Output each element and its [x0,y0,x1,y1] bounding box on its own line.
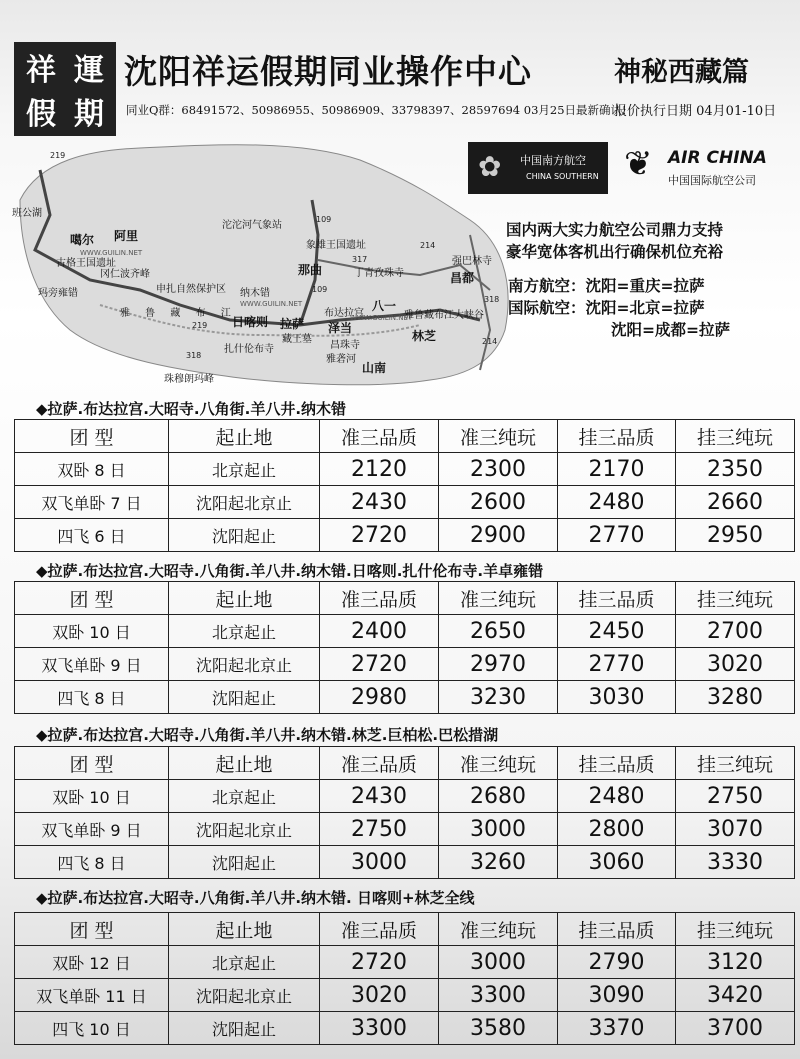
airline-slogan-1: 国内两大实力航空公司鼎力支持 [506,221,724,239]
road-number: 109 [312,285,328,294]
map-label: 冈仁波齐峰 [100,269,150,280]
map-label: 纳木错 [240,288,270,299]
table-row [15,1012,795,1045]
route-cell: 沈阳起北京止 [169,486,320,519]
map-watermark: WWW.GUILIN.NET [240,300,303,308]
route-cell: 北京起止 [169,615,320,648]
price-cell: 2400 [320,615,439,648]
price-cell: 2750 [676,780,795,813]
map-label: 布达拉宫 [324,308,364,319]
price-cell: 3120 [676,946,795,979]
price-cell: 3030 [558,681,676,714]
map-label: 拉萨 [280,317,305,331]
table-header-row [15,582,795,615]
table-row [15,519,795,552]
price-cell: 2300 [439,453,558,486]
table-row [15,681,795,714]
column-header: 准三纯玩 [439,913,558,946]
china-southern-cn: 中国南方航空 [520,154,586,167]
map-svg [0,140,520,392]
column-header: 准三品质 [320,582,439,615]
tour-type-cell: 双飞单卧 11 日 [15,979,169,1012]
price-cell: 3090 [558,979,676,1012]
price-cell: 2430 [320,780,439,813]
price-cell: 2700 [676,615,795,648]
map-label: 雅鲁藏布江大峡谷 [404,310,484,321]
column-header: 起止地 [169,420,320,453]
map-label: 珠穆朗玛峰 [164,374,214,385]
price-cell: 3370 [558,1012,676,1045]
logo-char: 假 [26,97,56,132]
price-cell: 3300 [320,1012,439,1045]
price-cell: 2800 [558,813,676,846]
logo-char: 運 [74,53,104,88]
map-label: 沱沱河气象站 [222,220,282,231]
price-cell: 3700 [676,1012,795,1045]
price-cell: 3260 [439,846,558,879]
price-cell: 2650 [439,615,558,648]
column-header: 挂三纯玩 [676,582,795,615]
price-cell: 3300 [439,979,558,1012]
tour-type-cell: 四飞 10 日 [15,1012,169,1045]
tour-type-cell: 双飞单卧 9 日 [15,648,169,681]
price-cell: 2480 [558,486,676,519]
route-air-china-1: 国际航空：沈阳=北京=拉萨 [508,299,705,317]
table-row [15,979,795,1012]
map-label: 藏王墓 [282,334,312,345]
road-number: 317 [352,255,368,264]
table-row [15,813,795,846]
map-label: 强巴林寺 [452,256,492,267]
column-header: 挂三品质 [558,420,676,453]
price-table [14,746,795,879]
map-label: 雅砻河 [326,354,356,365]
price-cell: 2430 [320,486,439,519]
price-cell: 2980 [320,681,439,714]
map-watermark: WWW.GUILIN.NET [350,314,413,322]
logo-char: 祥 [26,53,56,88]
route-cell: 沈阳起北京止 [169,648,320,681]
price-cell: 2600 [439,486,558,519]
air-china-logo [624,144,784,194]
column-header: 准三纯玩 [439,582,558,615]
tour-type-cell: 双卧 10 日 [15,615,169,648]
price-cell: 2770 [558,648,676,681]
river-label: 雅 鲁 藏 布 江 [120,308,237,319]
column-header: 挂三纯玩 [676,747,795,780]
section-title: ◆拉萨.布达拉宫.大昭寺.八角街.羊八井.纳木错.林芝.巨柏松.巴松措湖 [36,726,499,744]
price-cell: 3020 [320,979,439,1012]
price-table [14,419,795,552]
map-label: 古格王国遗址 [56,258,116,269]
price-cell: 3580 [439,1012,558,1045]
route-cell: 沈阳起北京止 [169,813,320,846]
tour-type-cell: 双卧 8 日 [15,453,169,486]
table-row [15,615,795,648]
tour-type-cell: 双卧 12 日 [15,946,169,979]
price-cell: 2950 [676,519,795,552]
price-cell: 2790 [558,946,676,979]
section-title: ◆拉萨.布达拉宫.大昭寺.八角街.羊八井.纳木错.日喀则.扎什伦布寺.羊卓雍错 [36,562,544,580]
price-date-line: 报价执行日期 04月01-10日 [614,104,777,119]
airline-slogan-2: 豪华宽体客机出行确保机位充裕 [506,243,724,261]
price-cell: 2350 [676,453,795,486]
map-label: 扎什伦布寺 [224,344,274,355]
price-cell: 2970 [439,648,558,681]
china-southern-en: CHINA SOUTHERN [526,172,599,181]
map-label: 玛旁雍错 [38,288,78,299]
route-cell: 沈阳起止 [169,681,320,714]
price-cell: 3020 [676,648,795,681]
price-cell: 3060 [558,846,676,879]
map-label: 泽当 [328,321,353,335]
column-header: 准三品质 [320,420,439,453]
table-row [15,486,795,519]
map-label: 那曲 [298,263,323,277]
column-header: 起止地 [169,747,320,780]
road-number: 318 [186,351,202,360]
route-cell: 北京起止 [169,780,320,813]
route-cell: 沈阳起北京止 [169,979,320,1012]
company-logo [14,42,116,136]
road-number: 219 [50,151,66,160]
price-cell: 2750 [320,813,439,846]
price-cell: 2120 [320,453,439,486]
price-cell: 3230 [439,681,558,714]
price-cell: 2720 [320,519,439,552]
price-cell: 2770 [558,519,676,552]
route-cell: 北京起止 [169,453,320,486]
column-header: 挂三纯玩 [676,420,795,453]
road-number: 219 [192,321,208,330]
page-subtitle: 神秘西藏篇 [614,57,749,88]
page-title: 沈阳祥运假期同业操作中心 [124,52,532,91]
route-air-china-2: 沈阳=成都=拉萨 [611,321,730,339]
map-label: 林芝 [412,329,437,343]
map-label: 班公湖 [12,208,42,219]
tour-type-cell: 双飞单卧 7 日 [15,486,169,519]
route-china-southern: 南方航空：沈阳=重庆=拉萨 [508,277,705,295]
qq-groups-line: 同业Q群：68491572、50986955、50986909、33798397、28597694 03月25日最新确认! [126,103,627,117]
column-header: 准三品质 [320,913,439,946]
tour-type-cell: 四飞 8 日 [15,681,169,714]
map-label: 阿里 [114,229,139,243]
road-number: 318 [484,295,500,304]
column-header: 准三品质 [320,747,439,780]
tour-type-cell: 四飞 8 日 [15,846,169,879]
tour-type-cell: 双卧 10 日 [15,780,169,813]
column-header: 挂三品质 [558,747,676,780]
price-cell: 3420 [676,979,795,1012]
column-header: 团 型 [15,913,169,946]
phoenix-icon: ❦ [624,144,653,184]
tour-type-cell: 四飞 6 日 [15,519,169,552]
price-cell: 2680 [439,780,558,813]
table-row [15,780,795,813]
column-header: 团 型 [15,582,169,615]
column-header: 挂三品质 [558,913,676,946]
table-header-row [15,913,795,946]
route-cell: 北京起止 [169,946,320,979]
road-number: 109 [316,215,332,224]
map-label: 山南 [362,361,387,375]
route-cell: 沈阳起止 [169,519,320,552]
table-row [15,946,795,979]
table-row [15,648,795,681]
air-china-en: AIR CHINA [668,148,767,168]
map-label: 日喀则 [232,315,269,329]
table-row [15,846,795,879]
price-cell: 2900 [439,519,558,552]
tour-type-cell: 双飞单卧 9 日 [15,813,169,846]
column-header: 准三纯玩 [439,420,558,453]
price-cell: 2720 [320,648,439,681]
section-title: ◆拉萨.布达拉宫.大昭寺.八角街.羊八井.纳木错 [36,400,347,418]
table-header-row [15,420,795,453]
column-header: 团 型 [15,747,169,780]
map-label: 昌珠寺 [330,340,360,351]
price-cell: 2450 [558,615,676,648]
price-cell: 2660 [676,486,795,519]
column-header: 起止地 [169,913,320,946]
price-table [14,581,795,714]
column-header: 准三纯玩 [439,747,558,780]
column-header: 挂三品质 [558,582,676,615]
map-label: 噶尔 [70,233,95,247]
kapok-flower-icon: ✿ [478,150,502,183]
map-label: 象雄王国遗址 [306,240,366,251]
air-china-cn: 中国国际航空公司 [668,174,756,187]
column-header: 挂三纯玩 [676,913,795,946]
map-label: 八一 [372,299,397,313]
price-cell: 3000 [320,846,439,879]
route-cell: 沈阳起止 [169,1012,320,1045]
map-label: 申扎自然保护区 [156,284,226,295]
price-cell: 3280 [676,681,795,714]
table-header-row [15,747,795,780]
section-title: ◆拉萨.布达拉宫.大昭寺.八角街.羊八井.纳木错. 日喀则+林芝全线 [36,889,475,907]
price-cell: 2170 [558,453,676,486]
header [0,0,800,140]
logo-char: 期 [74,97,104,132]
price-cell: 3070 [676,813,795,846]
route-cell: 沈阳起止 [169,846,320,879]
price-cell: 3330 [676,846,795,879]
map-label: 昌都 [450,271,475,285]
price-cell: 2720 [320,946,439,979]
column-header: 团 型 [15,420,169,453]
price-cell: 3000 [439,946,558,979]
table-row [15,453,795,486]
price-cell: 3000 [439,813,558,846]
map-watermark: WWW.GUILIN.NET [80,249,143,257]
column-header: 起止地 [169,582,320,615]
price-table [14,912,795,1045]
tibet-map [0,140,520,392]
china-southern-logo [468,142,608,194]
price-cell: 2480 [558,780,676,813]
road-number: 214 [482,337,498,346]
road-number: 214 [420,241,436,250]
map-label: 丁青孜珠寺 [354,268,404,279]
